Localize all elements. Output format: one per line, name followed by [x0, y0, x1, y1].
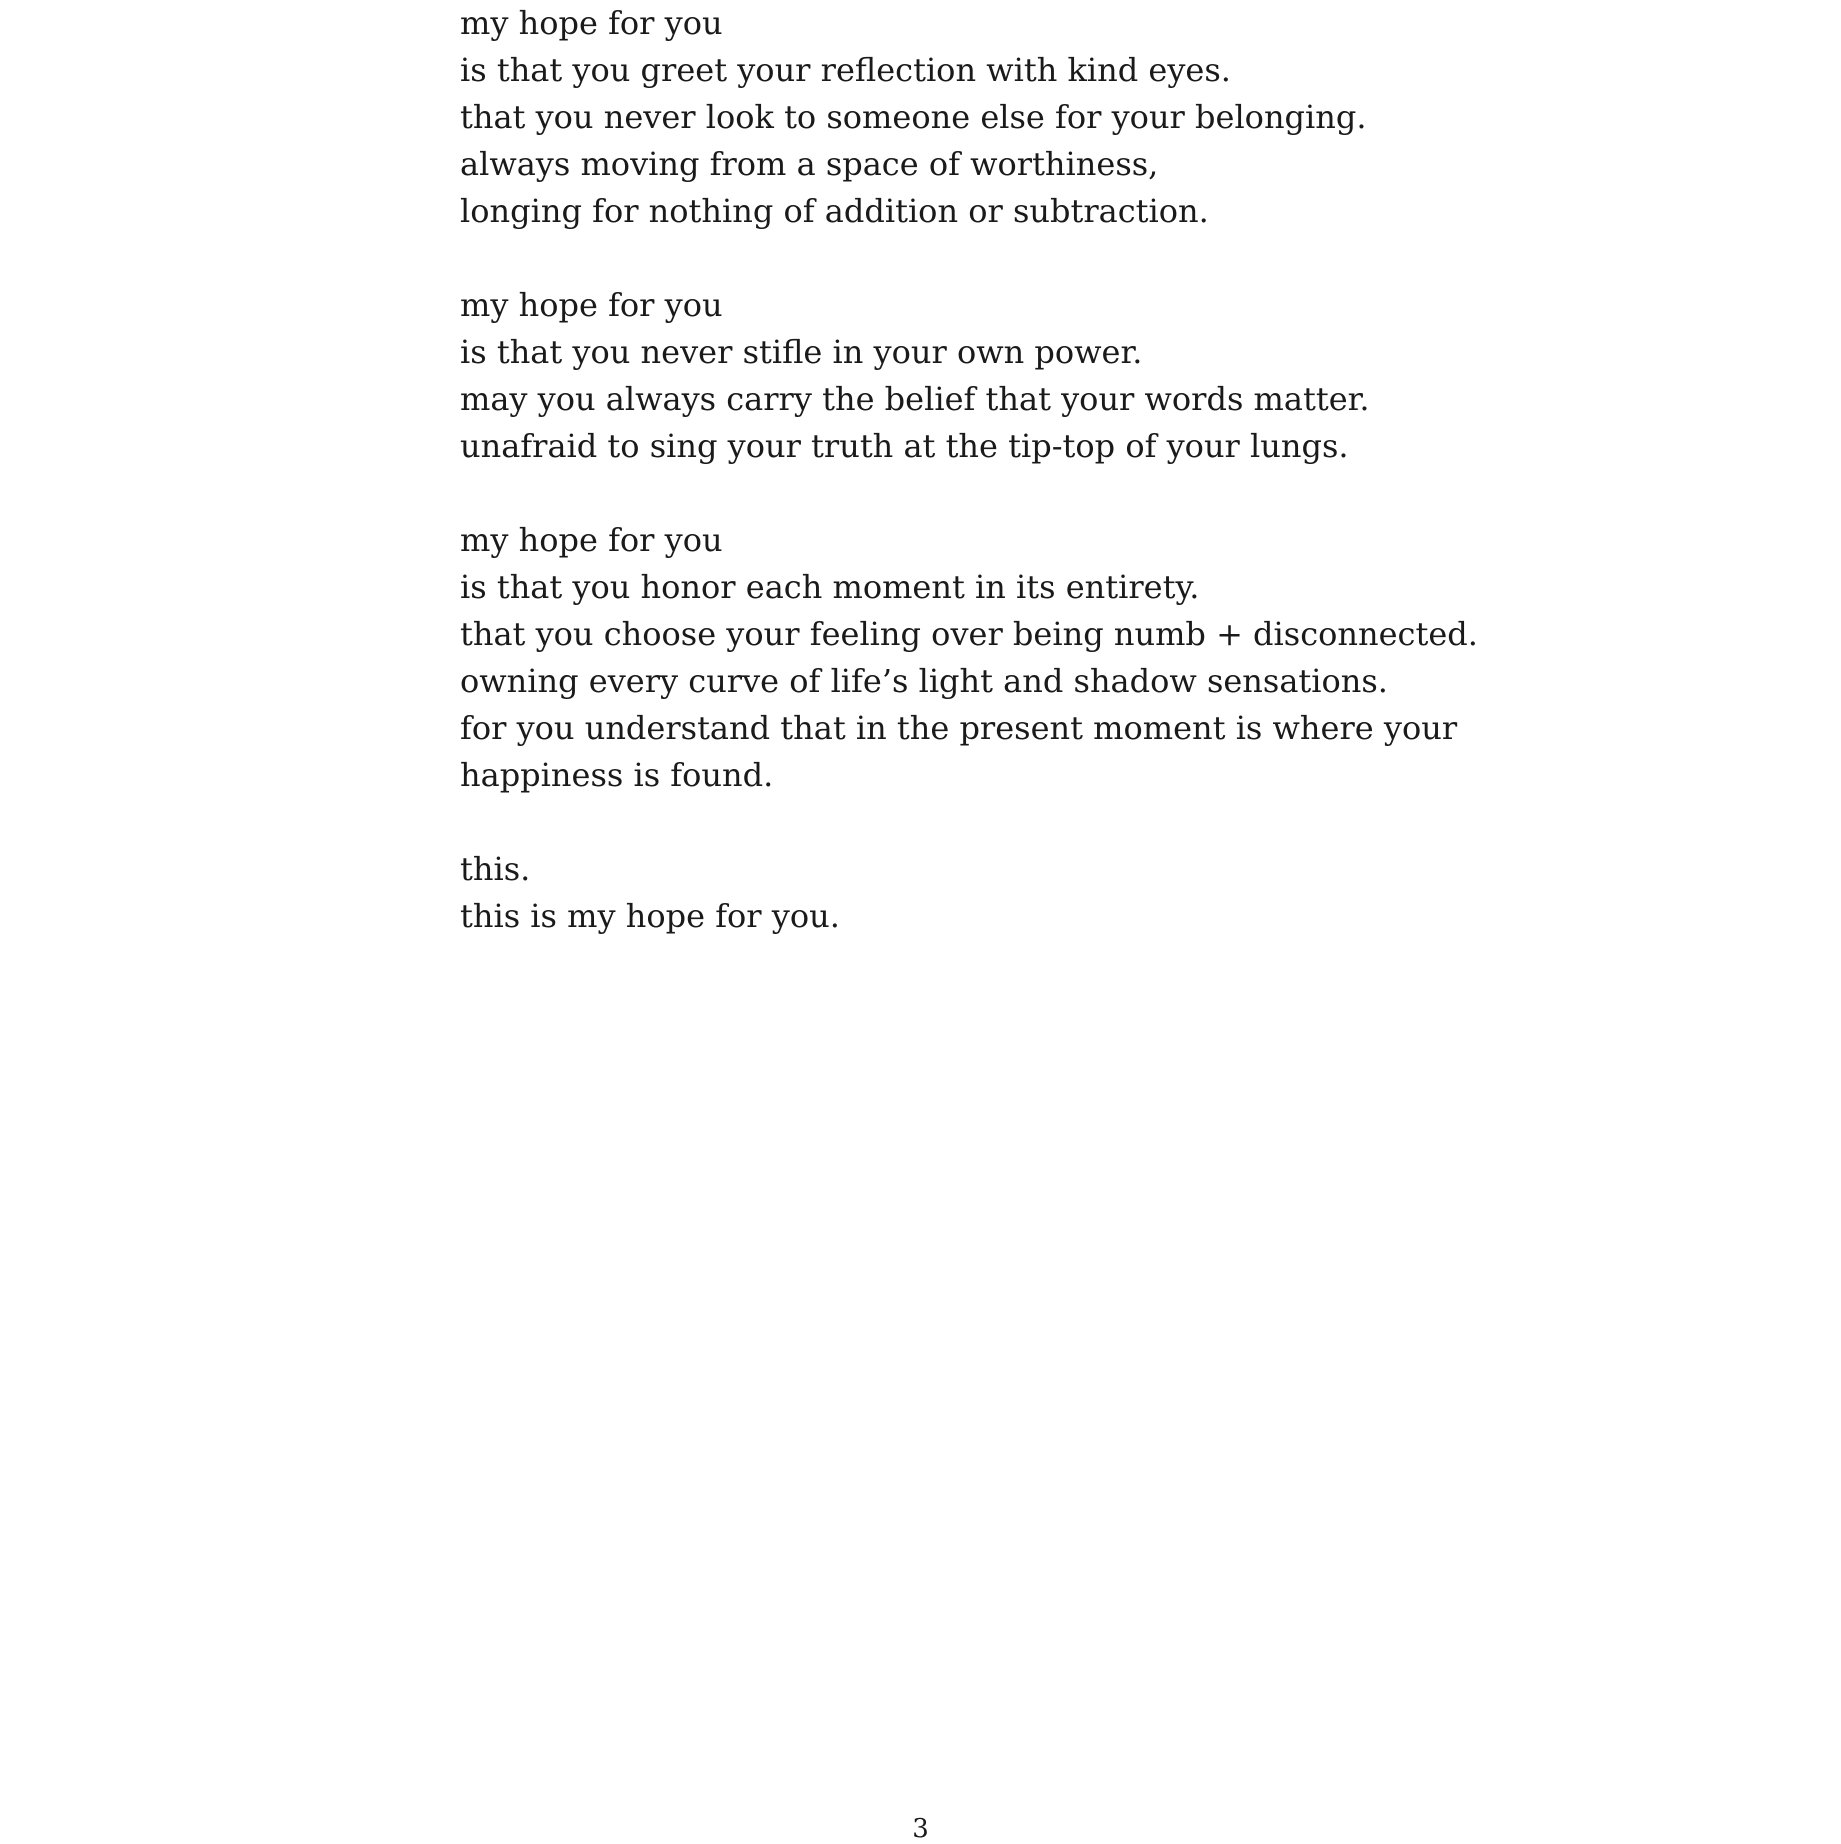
- poem-line: for you understand that in the present moment is where your: [460, 709, 1458, 747]
- poem-line: that you choose your feeling over being numb + disconnected.: [460, 615, 1478, 653]
- poem: [460, 0, 1478, 987]
- poem-line: happiness is found.: [460, 756, 774, 794]
- poem-line: longing for nothing of addition or subtraction.: [460, 192, 1209, 230]
- stanza-3: [460, 517, 1478, 799]
- poem-line: my hope for you: [460, 286, 723, 324]
- poem-line: that you never look to someone else for your belonging.: [460, 98, 1367, 136]
- poem-line: my hope for you: [460, 4, 723, 42]
- poem-line: this is my hope for you.: [460, 897, 840, 935]
- poem-line: is that you honor each moment in its entirety.: [460, 568, 1200, 606]
- poem-line: owning every curve of life’s light and shadow sensations.: [460, 662, 1388, 700]
- poem-line: is that you greet your reflection with kind eyes.: [460, 51, 1231, 89]
- stanza-2: [460, 282, 1460, 470]
- poem-line: this.: [460, 850, 531, 888]
- poem-line: always moving from a space of worthiness,: [460, 145, 1159, 183]
- stanza-4: [460, 846, 1460, 940]
- poem-line: is that you never stifle in your own power.: [460, 333, 1143, 371]
- poem-line: may you always carry the belief that your words matter.: [460, 380, 1370, 418]
- poem-line: unafraid to sing your truth at the tip-top of your lungs.: [460, 427, 1349, 465]
- page-number: 3: [912, 1814, 929, 1844]
- stanza-1: [460, 0, 1460, 235]
- poem-line: my hope for you: [460, 521, 723, 559]
